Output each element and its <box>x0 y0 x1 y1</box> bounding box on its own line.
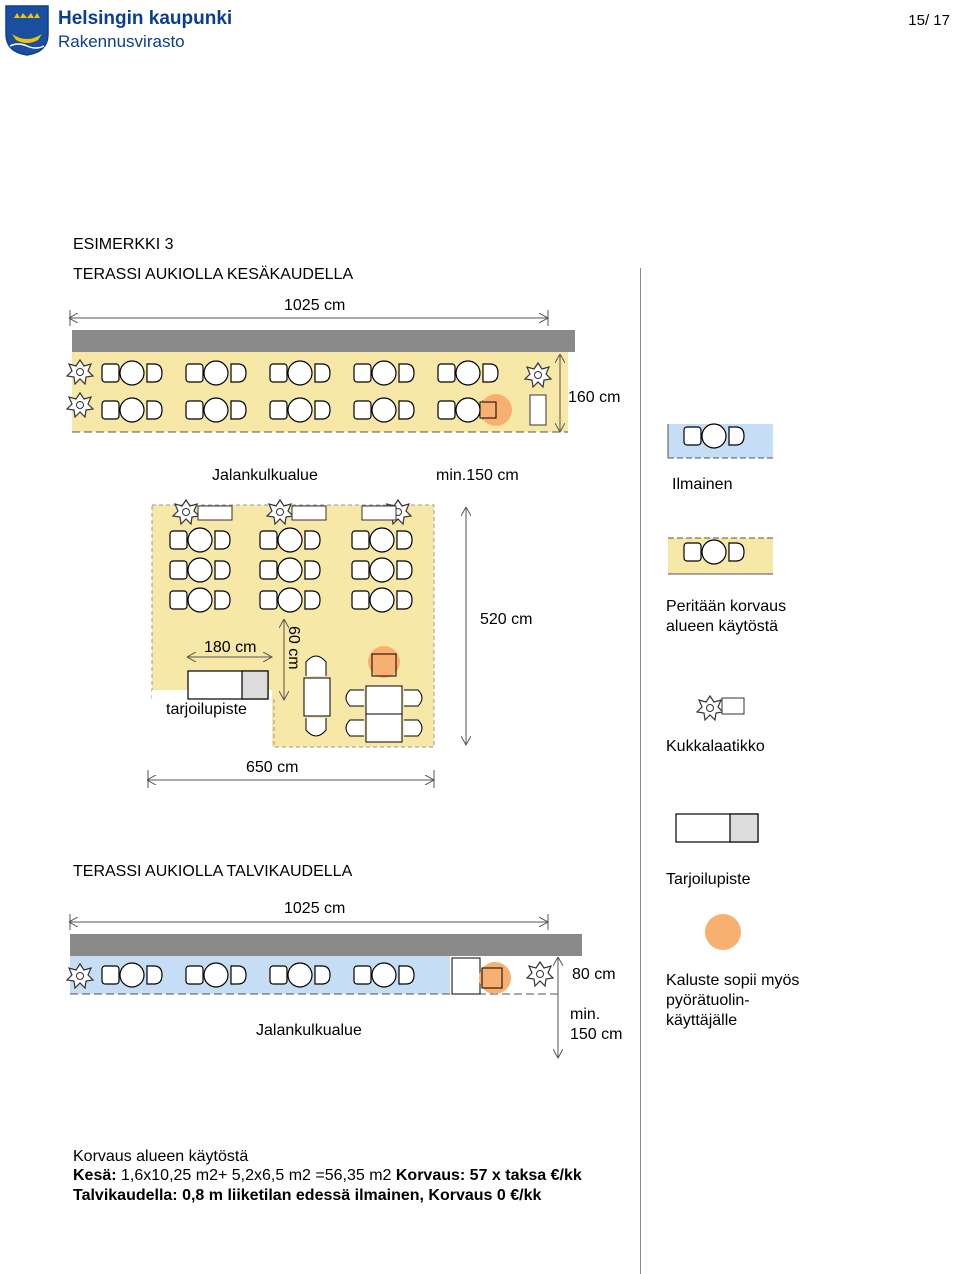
area-width-label: 650 cm <box>246 759 299 776</box>
legend-paid-line1: Peritään korvaus <box>666 598 787 615</box>
legend-paid-line2: alueen käytöstä <box>666 618 779 635</box>
fees-summer-prefix: Kesä: <box>73 1167 117 1184</box>
fees-summer <box>73 1167 582 1185</box>
legend-accessible-line2: pyörätuolin- <box>666 992 750 1009</box>
fees-summer-formula: 1,6x10,25 m2+ 5,2x6,5 m2 =56,35 m2 <box>116 1167 396 1184</box>
winter-depth-label: 80 cm <box>572 966 616 983</box>
service-width-label: 180 cm <box>204 639 257 656</box>
winter-walkway-label: Jalankulkualue <box>256 1022 362 1039</box>
winter-min-label-1: min. <box>570 1006 601 1023</box>
winter-width-label: 1025 cm <box>284 900 346 917</box>
winter-heading: TERASSI AUKIOLLA TALVIKAUDELLA <box>73 863 353 880</box>
summer-square-plan <box>148 500 466 788</box>
org-name: Helsingin kaupunki <box>58 8 233 29</box>
legend-accessible-line3: käyttäjälle <box>666 1012 738 1029</box>
legend-free-label: Ilmainen <box>672 476 733 493</box>
fees-heading: Korvaus alueen käytöstä <box>73 1148 249 1165</box>
summer-depth-label: 160 cm <box>568 389 621 406</box>
summer-width-label: 1025 cm <box>284 297 346 314</box>
legend-service-label: Tarjoilupiste <box>666 871 751 888</box>
department-name: Rakennusvirasto <box>58 32 185 51</box>
summer-strip-plan <box>67 310 575 432</box>
service-depth-label: 60 cm <box>285 626 302 670</box>
legend-accessible-line1: Kaluste sopii myös <box>666 972 800 989</box>
service-point-label: tarjoilupiste <box>166 701 247 718</box>
legend-planter-label: Kukkalaatikko <box>666 738 765 755</box>
summer-heading: TERASSI AUKIOLLA KESÄKAUDELLA <box>73 266 354 283</box>
example-title: ESIMERKKI 3 <box>73 236 174 253</box>
page-number: 15/ 17 <box>908 12 950 29</box>
area-depth-label: 520 cm <box>480 611 533 628</box>
fees-winter: Talvikaudella: 0,8 m liiketilan edessä ilmainen, Korvaus 0 €/kk <box>73 1187 542 1204</box>
winter-min-label-2: 150 cm <box>570 1026 623 1043</box>
summer-min-label: min.150 cm <box>436 467 519 484</box>
summer-walkway-label: Jalankulkualue <box>212 467 318 484</box>
fees-summer-fee: Korvaus: 57 x taksa €/kk <box>395 1167 582 1184</box>
